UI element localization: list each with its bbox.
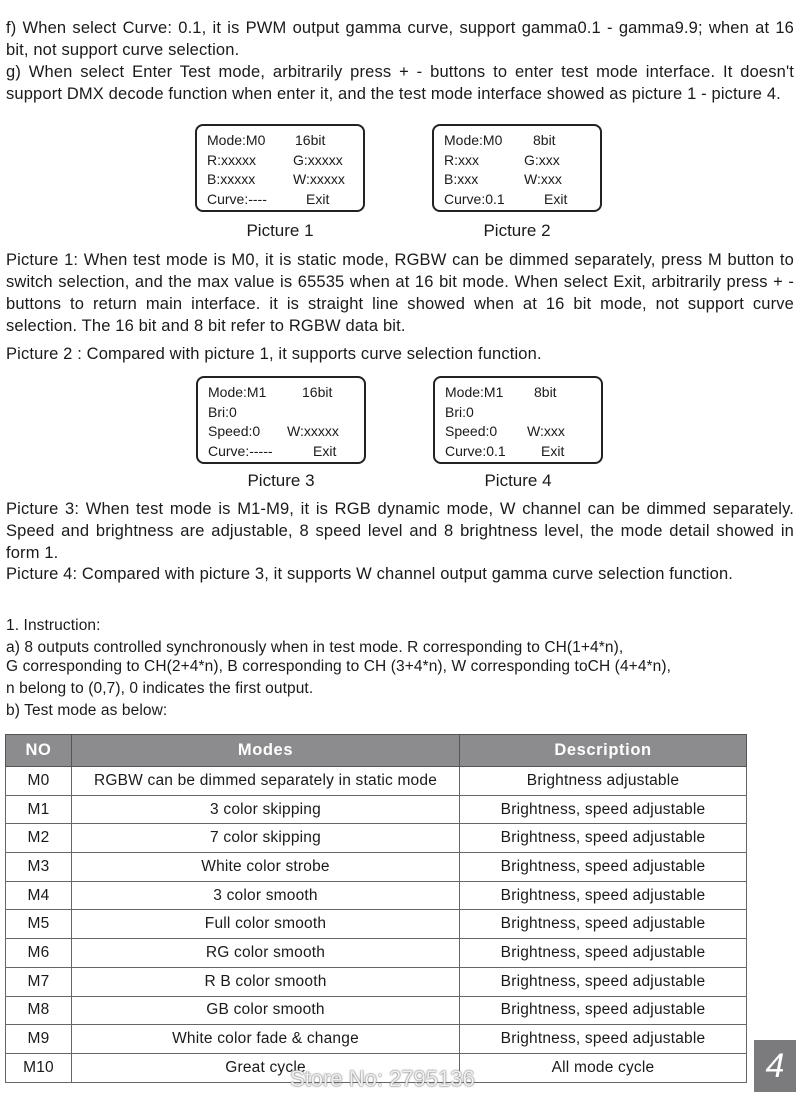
lcd-text: Exit (313, 442, 337, 459)
lcd-screen-picture-1 (195, 124, 365, 212)
header-no: NO (6, 735, 72, 767)
instruction-a-line-1: a) 8 outputs controlled synchronously when in test mode. R corresponding to CH(1+4*n), (6, 639, 624, 656)
lcd-text: Speed:0 (445, 423, 498, 439)
lcd-text: Mode:M1 (208, 384, 267, 400)
picture-1-caption: Picture 1 (246, 221, 314, 240)
mode-name-cell: 3 color smooth (72, 881, 460, 910)
lcd-text: R:xxxxx (207, 151, 256, 168)
mode-description-cell: Brightness, speed adjustable (460, 1025, 747, 1054)
mode-name-cell: Full color smooth (72, 910, 460, 939)
mode-description-cell: Brightness, speed adjustable (460, 967, 747, 996)
lcd-text: W:xxxxx (293, 171, 345, 187)
lcd-text: Mode:M0 (207, 132, 266, 148)
table-row (6, 996, 747, 1025)
instruction-title: 1. Instruction: (6, 617, 101, 634)
table-row (6, 939, 747, 968)
paragraph-f: f) When select Curve: 0.1, it is PWM output gamma curve, support gamma0.1 - gamma9.9; when at 16 bit, not support curve selection. (6, 19, 794, 59)
table-row (6, 767, 747, 796)
table-row (6, 1025, 747, 1054)
lcd-text: W:xxxxx (287, 423, 339, 439)
page-number: 4 (754, 1040, 796, 1092)
mode-description-cell: Brightness, speed adjustable (460, 996, 747, 1025)
lcd-text: 16bit (295, 132, 326, 148)
mode-name-cell: Great cycle (72, 1053, 460, 1082)
lcd-text: B:xxx (444, 171, 479, 187)
picture-4-note: Picture 4: Compared with picture 3, it supports W channel output gamma curve selection function. (6, 565, 734, 583)
mode-description-cell: Brightness, speed adjustable (460, 795, 747, 824)
mode-number-cell: M10 (6, 1053, 72, 1082)
picture-4-caption: Picture 4 (484, 471, 552, 490)
lcd-text: Curve:0.1 (445, 442, 506, 459)
lcd-text: 8bit (533, 132, 556, 148)
lcd-text: 16bit (302, 384, 333, 400)
lcd-text: W:xxx (527, 423, 565, 439)
lcd-text: G:xxx (524, 151, 560, 168)
lcd-text: B:xxxxx (207, 171, 256, 187)
header-modes: Modes (72, 735, 460, 767)
picture-3-note: Picture 3: When test mode is M1-M9, it is RGB dynamic mode, W channel can be dimmed separately. Speed and brightness are adjustable, 8 speed level and 8 brightness level, the mode detail showed in form 1. (6, 500, 794, 562)
table-row (6, 881, 747, 910)
mode-name-cell: White color strobe (72, 853, 460, 882)
picture-3-caption: Picture 3 (247, 471, 315, 490)
picture-2-note: Picture 2 : Compared with picture 1, it supports curve selection function. (6, 345, 542, 363)
lcd-text: 8bit (534, 384, 557, 400)
mode-number-cell: M0 (6, 767, 72, 796)
table-header-row (6, 735, 747, 767)
table-row (6, 824, 747, 853)
mode-description-cell: Brightness, speed adjustable (460, 881, 747, 910)
mode-number-cell: M6 (6, 939, 72, 968)
table-row (6, 967, 747, 996)
mode-name-cell: RGBW can be dimmed separately in static mode (72, 767, 460, 796)
mode-name-cell: 7 color skipping (72, 824, 460, 853)
mode-description-cell: Brightness, speed adjustable (460, 824, 747, 853)
instruction-b: b) Test mode as below: (6, 702, 168, 719)
lcd-text: G:xxxxx (293, 151, 343, 168)
picture-1-note: Picture 1: When test mode is M0, it is static mode, RGBW can be dimmed separately, press M button to switch selection, and the max value is 65535 when at 16 bit mode. When select Exit, arbitrarily press + - buttons to return main interface. it is straight line showed when at 16 bit mode, not support curve selection. The 16 bit and 8 bit refer to RGBW data bit. (6, 251, 794, 335)
lcd-text: Exit (306, 190, 330, 207)
mode-name-cell: RG color smooth (72, 939, 460, 968)
mode-name-cell: White color fade & change (72, 1025, 460, 1054)
table-row (6, 795, 747, 824)
mode-number-cell: M8 (6, 996, 72, 1025)
mode-name-cell: GB color smooth (72, 996, 460, 1025)
picture-2-caption: Picture 2 (483, 221, 551, 240)
lcd-text: R:xxx (444, 151, 479, 168)
lcd-text: Bri:0 (445, 403, 474, 420)
lcd-text: Exit (541, 442, 565, 459)
lcd-text: Speed:0 (208, 423, 261, 439)
header-description: Description (460, 735, 747, 767)
test-mode-table (5, 734, 747, 1083)
mode-name-cell: R B color smooth (72, 967, 460, 996)
instruction-a-line-2: G corresponding to CH(2+4*n), B corresponding to CH (3+4*n), W corresponding toCH (4+4*n), (6, 658, 672, 675)
mode-number-cell: M5 (6, 910, 72, 939)
mode-description-cell: Brightness, speed adjustable (460, 939, 747, 968)
table-row (6, 853, 747, 882)
mode-description-cell: Brightness, speed adjustable (460, 853, 747, 882)
mode-description-cell: Brightness adjustable (460, 767, 747, 796)
lcd-text: Curve:----- (208, 442, 273, 459)
mode-description-cell: All mode cycle (460, 1053, 747, 1082)
lcd-text: Mode:M1 (445, 384, 504, 400)
lcd-screen-picture-3 (196, 376, 366, 464)
mode-number-cell: M3 (6, 853, 72, 882)
mode-number-cell: M4 (6, 881, 72, 910)
lcd-text: Exit (544, 190, 568, 207)
mode-number-cell: M2 (6, 824, 72, 853)
paragraph-g: g) When select Enter Test mode, arbitrarily press + - buttons to enter test mode interface. It doesn't support DMX decode function when enter it, and the test mode interface showed as picture 1 - picture 4. (6, 63, 794, 103)
mode-number-cell: M1 (6, 795, 72, 824)
mode-number-cell: M9 (6, 1025, 72, 1054)
lcd-text: W:xxx (524, 171, 562, 187)
store-watermark: Store No: 2795136 (290, 1066, 475, 1091)
lcd-text: Mode:M0 (444, 132, 503, 148)
lcd-screen-picture-4 (433, 376, 603, 464)
mode-number-cell: M7 (6, 967, 72, 996)
lcd-text: Curve:0.1 (444, 190, 505, 207)
instruction-a-line-3: n belong to (0,7), 0 indicates the first output. (6, 680, 314, 697)
mode-description-cell: Brightness, speed adjustable (460, 910, 747, 939)
lcd-screen-picture-2 (432, 124, 602, 212)
lcd-text: Curve:---- (207, 190, 267, 207)
table-row (6, 910, 747, 939)
mode-name-cell: 3 color skipping (72, 795, 460, 824)
lcd-text: Bri:0 (208, 403, 237, 420)
